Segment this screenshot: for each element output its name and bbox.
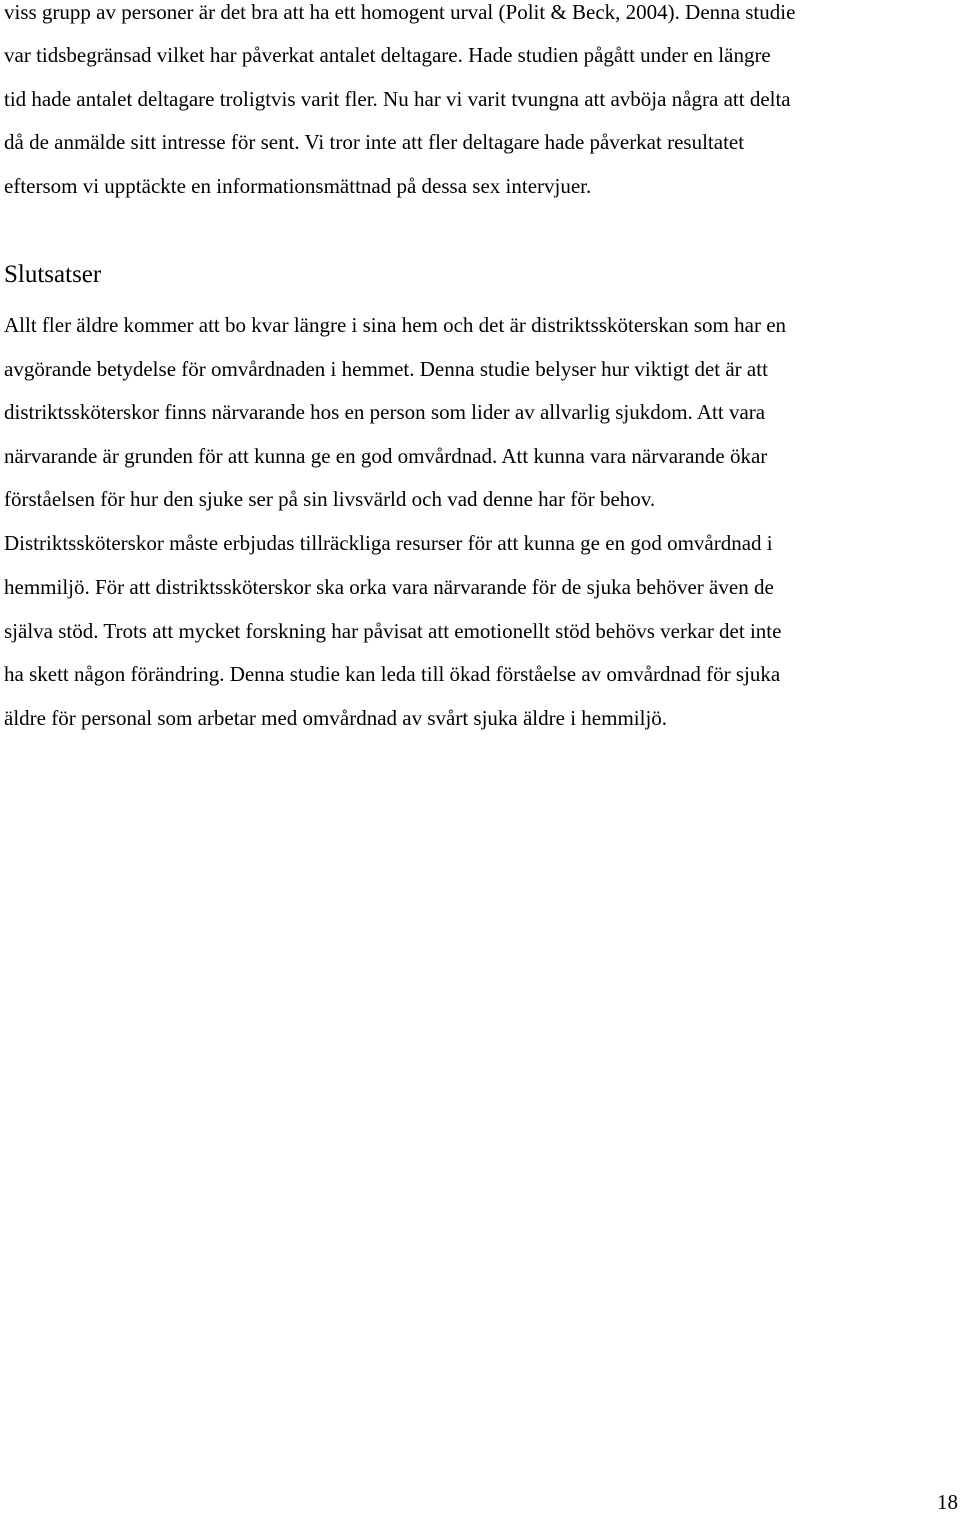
text-line: avgörande betydelse för omvårdnaden i hemmet. Denna studie belyser hur viktigt det är att bbox=[4, 357, 768, 381]
text-line: tid hade antalet deltagare troligtvis varit fler. Nu har vi varit tvungna att avböja några att delta bbox=[4, 87, 791, 111]
page-number: 18 bbox=[937, 1490, 958, 1514]
text-line: äldre för personal som arbetar med omvårdnad av svårt sjuka äldre i hemmiljö. bbox=[4, 706, 668, 730]
text-line: förståelsen för hur den sjuke ser på sin livsvärld och vad denne har för behov. bbox=[4, 487, 656, 511]
text-line: då de anmälde sitt intresse för sent. Vi tror inte att fler deltagare hade påverkat resultatet bbox=[4, 130, 745, 154]
text-line: viss grupp av personer är det bra att ha ett homogent urval (Polit & Beck, 2004). Denna studie bbox=[4, 0, 796, 24]
text-line: själva stöd. Trots att mycket forskning har påvisat att emotionellt stöd behövs verkar det inte bbox=[4, 619, 782, 643]
text-line: ha skett någon förändring. Denna studie kan leda till ökad förståelse av omvårdnad för sjuka bbox=[4, 662, 781, 686]
text-line: hemmiljö. För att distriktssköterskor ska orka vara närvarande för de sjuka behöver även de bbox=[4, 575, 774, 599]
text-line: distriktssköterskor finns närvarande hos en person som lider av allvarlig sjukdom. Att vara bbox=[4, 400, 766, 424]
text-line: var tidsbegränsad vilket har påverkat antalet deltagare. Hade studien pågått under en längre bbox=[4, 43, 771, 67]
text-line: eftersom vi upptäckte en informationsmättnad på dessa sex intervjuer. bbox=[4, 174, 592, 198]
section-heading: Slutsatser bbox=[4, 261, 102, 288]
text-line: Distriktssköterskor måste erbjudas tillräckliga resurser för att kunna ge en god omvårdnad i bbox=[4, 531, 773, 555]
text-line: närvarande är grunden för att kunna ge en god omvårdnad. Att kunna vara närvarande ökar bbox=[4, 444, 768, 468]
text-line: Allt fler äldre kommer att bo kvar längre i sina hem och det är distriktssköterskan som har en bbox=[4, 313, 787, 337]
